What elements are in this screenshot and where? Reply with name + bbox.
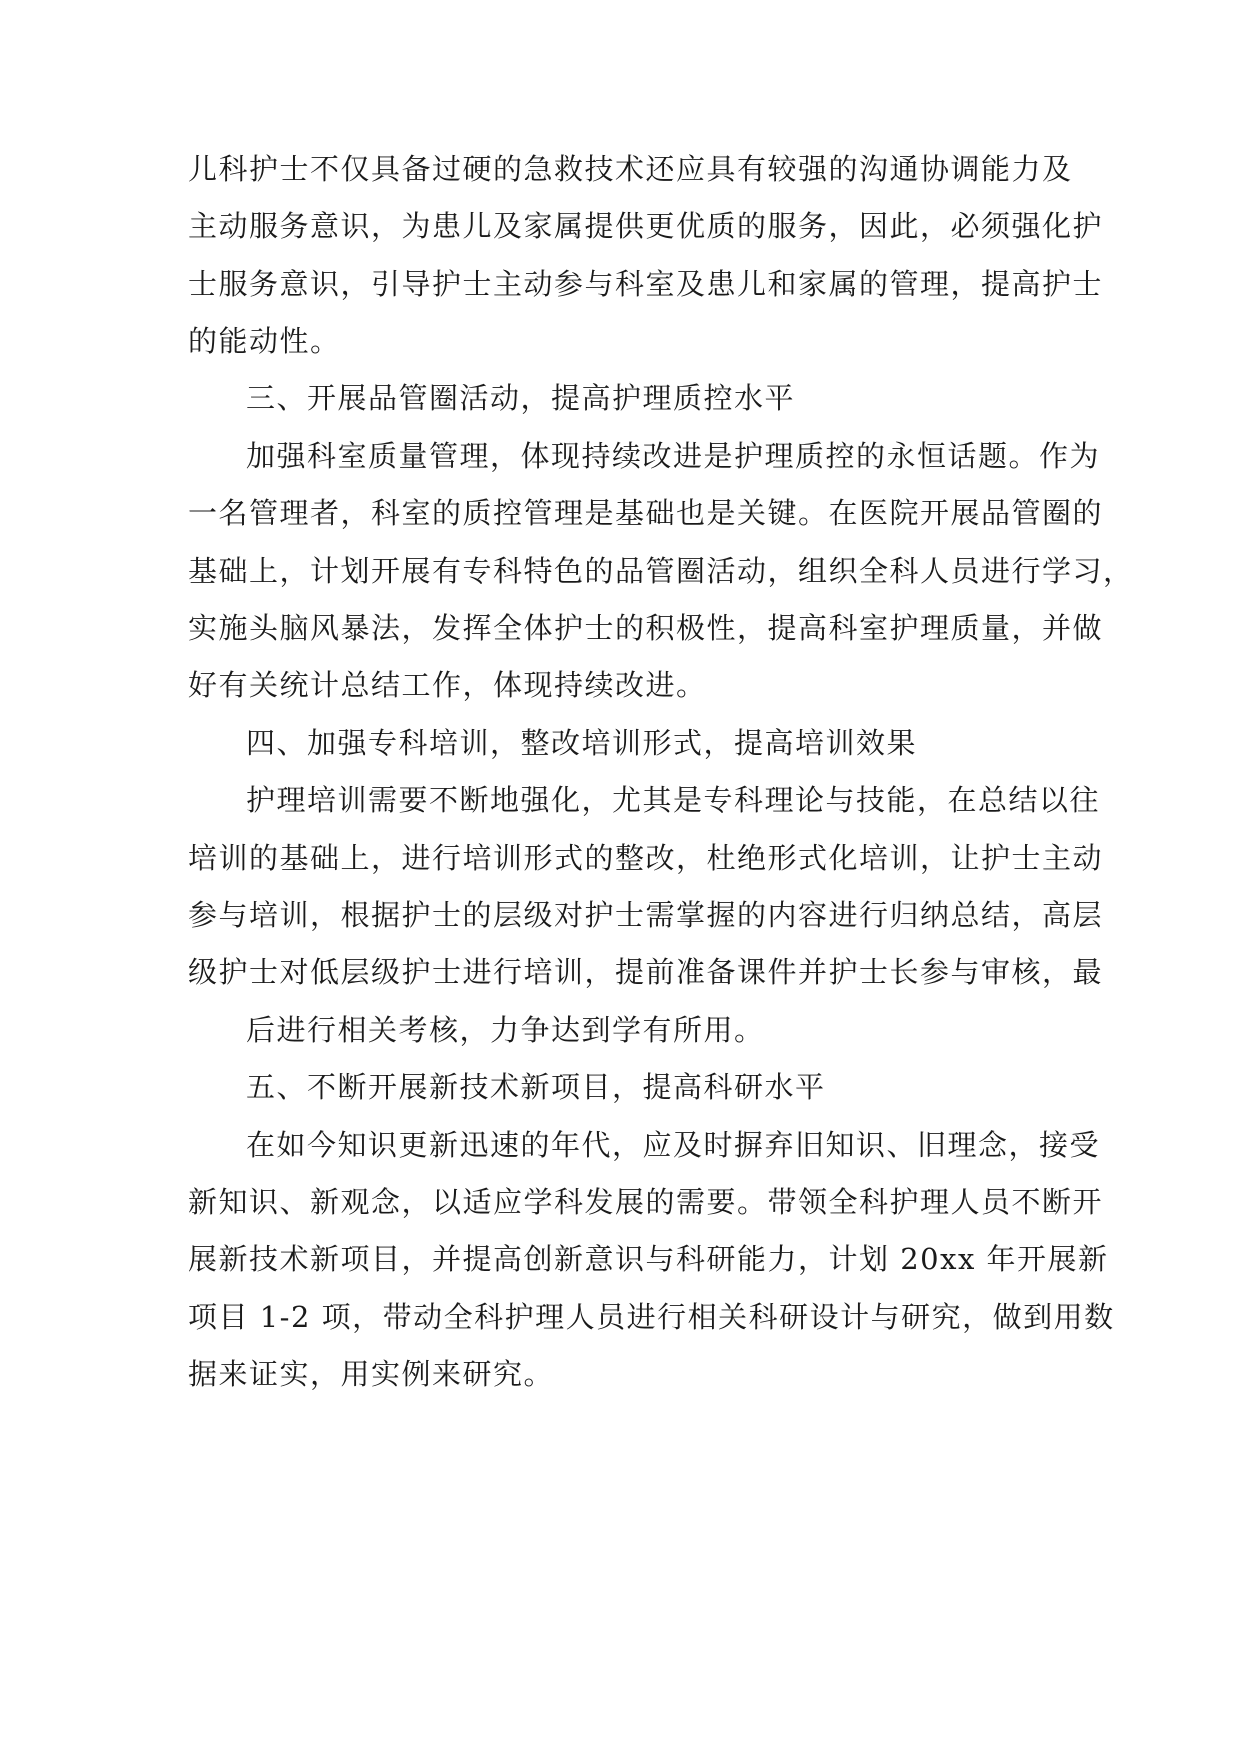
section-heading: 四、加强专科培训，整改培训形式，提高培训效果 (246, 726, 918, 760)
text-line: 护理培训需要不断地强化，尤其是专科理论与技能，在总结以往 (246, 783, 1101, 817)
text-line: 新知识、新观念，以适应学科发展的需要。带领全科护理人员不断开 (188, 1185, 1104, 1219)
text-line: 实施头脑风暴法，发挥全体护士的积极性，提高科室护理质量，并做 (188, 611, 1104, 645)
text-line: 的能动性。 (188, 324, 341, 358)
text-line: 一名管理者，科室的质控管理是基础也是关键。在医院开展品管圈的 (188, 496, 1104, 530)
text-line: 据来证实，用实例来研究。 (188, 1357, 555, 1391)
text-line: 士服务意识，引导护士主动参与科室及患儿和家属的管理，提高护士 (188, 267, 1104, 301)
section-heading: 五、不断开展新技术新项目，提高科研水平 (246, 1070, 826, 1104)
text-line: 加强科室质量管理，体现持续改进是护理质控的永恒话题。作为 (246, 439, 1101, 473)
text-line: 主动服务意识，为患儿及家属提供更优质的服务，因此，必须强化护 (188, 209, 1104, 243)
text-line: 儿科护士不仅具备过硬的急救技术还应具有较强的沟通协调能力及 (188, 152, 1073, 186)
text-line: 培训的基础上，进行培训形式的整改，杜绝形式化培训，让护士主动 (188, 841, 1104, 875)
text-line: 展新技术新项目，并提高创新意识与科研能力，计划 20xx 年开展新 (188, 1242, 1109, 1276)
text-line: 基础上，计划开展有专科特色的品管圈活动，组织全科人员进行学习， (188, 554, 1134, 588)
text-line: 项目 1-2 项，带动全科护理人员进行相关科研设计与研究，做到用数 (188, 1300, 1115, 1334)
text-line: 参与培训，根据护士的层级对护士需掌握的内容进行归纳总结，高层 (188, 898, 1104, 932)
text-line: 后进行相关考核，力争达到学有所用。 (246, 1013, 765, 1047)
text-line: 在如今知识更新迅速的年代，应及时摒弃旧知识、旧理念，接受 (246, 1128, 1101, 1162)
section-heading: 三、开展品管圈活动，提高护理质控水平 (246, 381, 796, 415)
text-line: 级护士对低层级护士进行培训，提前准备课件并护士长参与审核，最 (188, 955, 1104, 989)
text-line: 好有关统计总结工作，体现持续改进。 (188, 668, 707, 702)
